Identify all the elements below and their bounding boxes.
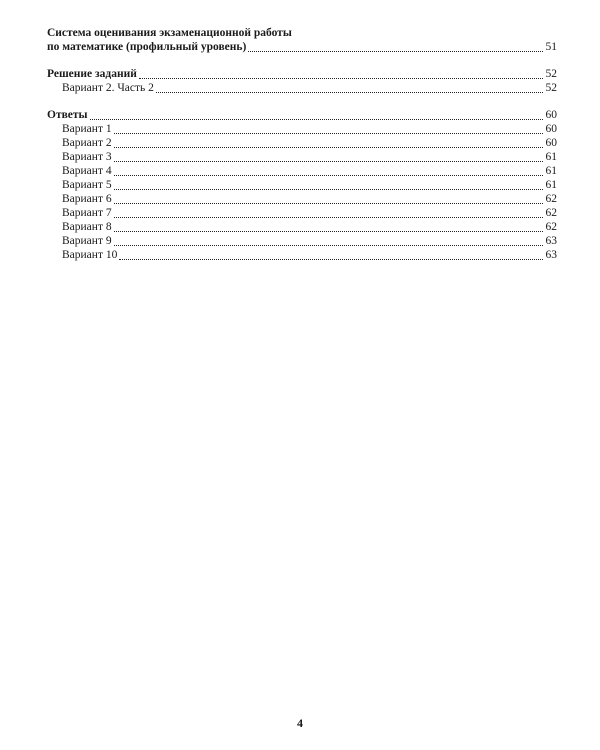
dot-leader	[114, 193, 543, 204]
dot-leader	[139, 68, 543, 79]
toc-entry-label: Решение заданий	[47, 68, 137, 80]
dot-leader	[114, 137, 543, 148]
toc-entry-page: 60	[545, 109, 557, 121]
toc-entry-label: Вариант 5	[62, 179, 112, 191]
toc-entry-answers-variant-10	[47, 249, 557, 263]
toc-entry-page: 62	[545, 207, 557, 219]
dot-leader	[114, 207, 543, 218]
toc-entry-answers-variant-6	[47, 193, 557, 207]
dot-leader	[114, 123, 543, 134]
toc-entry-page: 61	[545, 179, 557, 191]
toc-entry-solutions	[47, 68, 557, 82]
toc-entry-page: 61	[545, 151, 557, 163]
toc-entry-answers-variant-5	[47, 179, 557, 193]
dot-leader	[119, 249, 543, 260]
toc-entry-page: 62	[545, 193, 557, 205]
dot-leader	[114, 165, 543, 176]
dot-leader	[90, 109, 543, 120]
toc-entry-page: 52	[545, 82, 557, 94]
toc-entry-label: Вариант 4	[62, 165, 112, 177]
dot-leader	[156, 82, 543, 93]
toc-entry-label: Вариант 2. Часть 2	[62, 82, 154, 94]
toc-entry-answers-variant-1	[47, 123, 557, 137]
toc-entry-label: Вариант 3	[62, 151, 112, 163]
dot-leader	[248, 41, 543, 52]
toc-entry-label: Вариант 2	[62, 137, 112, 149]
toc-entry-answers-variant-2	[47, 137, 557, 151]
grading-section-title: Система оценивания экзаменационной работы	[47, 27, 292, 39]
toc-entry-page: 63	[545, 249, 557, 261]
toc-entry-answers-variant-3	[47, 151, 557, 165]
toc-entry-answers-variant-4	[47, 165, 557, 179]
toc-entry-label: Вариант 8	[62, 221, 112, 233]
toc-entry-page: 51	[545, 41, 557, 53]
toc-entry-page: 52	[545, 68, 557, 80]
toc-entry-grading	[47, 41, 557, 55]
toc-entry-answers	[47, 109, 557, 123]
toc-entry-label: Вариант 10	[62, 249, 118, 261]
dot-leader	[114, 221, 543, 232]
toc-entry-page: 63	[545, 235, 557, 247]
page-number: 4	[297, 716, 303, 730]
toc-entry-solutions-variant-2	[47, 82, 557, 96]
dot-leader	[114, 235, 543, 246]
toc-entry-page: 60	[545, 123, 557, 135]
table-of-contents	[47, 27, 557, 263]
toc-entry-answers-variant-7	[47, 207, 557, 221]
dot-leader	[114, 179, 543, 190]
toc-entry-answers-variant-8	[47, 221, 557, 235]
toc-entry-page: 60	[545, 137, 557, 149]
toc-entry-answers-variant-9	[47, 235, 557, 249]
toc-entry-page: 62	[545, 221, 557, 233]
toc-entry-label: Вариант 9	[62, 235, 112, 247]
toc-entry-page: 61	[545, 165, 557, 177]
toc-entry-label: по математике (профильный уровень)	[47, 41, 247, 53]
dot-leader	[114, 151, 543, 162]
toc-entry-label: Вариант 1	[62, 123, 112, 135]
toc-entry-label: Ответы	[47, 109, 88, 121]
toc-entry-label: Вариант 7	[62, 207, 112, 219]
toc-entry-label: Вариант 6	[62, 193, 112, 205]
